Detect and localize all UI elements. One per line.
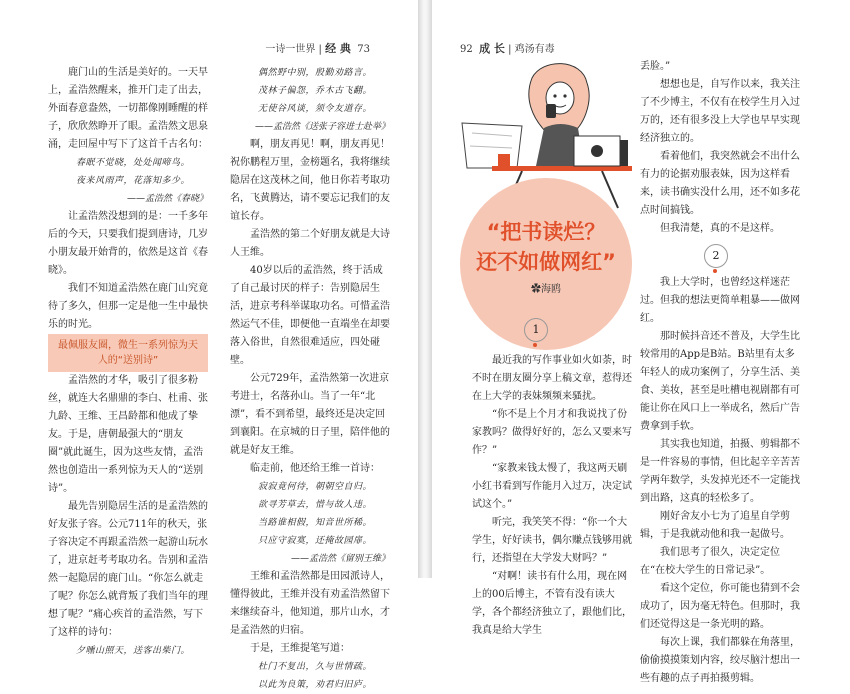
paragraph: 孟浩然的第二个好朋友就是大诗人王维。 (230, 229, 390, 258)
poem-line: 欲寻芳草去，惜与故人违。 (258, 500, 373, 510)
paragraph: 看着他们，我突然就会不出什么有力的论据劝服表妹，因为这样看来，读书确实没什么用，还不如多花点时间搞钱。 (640, 151, 800, 216)
paragraph: 我上大学时，也曾经这样迷茫过。但我的想法更简单粗暴——做网红。 (640, 277, 800, 324)
paragraph: 鹿门山的生活是美好的。一天早上，孟浩然醒来，推开门走了出去，外面春意盎然，一切都像刚睡醒的样子，欣欣然睁开了眼。孟浩然文思泉涌，走回屋中写下了这首千古名句： (48, 67, 208, 150)
paragraph: “家教来钱太慢了，我这两天刷小红书看到写作能月入过万，决定试试这个。” (472, 463, 632, 510)
right-column-1 (472, 352, 632, 640)
poem-attribution: ——孟浩然《送张子容进士赴举》 (254, 122, 390, 132)
section-number-badge: 2 (704, 244, 728, 268)
paragraph: 但我清楚，真的不是这样。 (660, 223, 780, 234)
poem-line: 偶然野中别，殷勤劝路言。 (258, 68, 373, 78)
paragraph: 最近我的写作事业如火如荼，时不时在朋友圈分享上稿文章，惹得还在上大学的表妹频频来骚扰。 (472, 355, 632, 402)
right-page-header: 92 成 长 | 鸡汤有毒 (460, 42, 555, 55)
book-gutter (418, 0, 432, 578)
paragraph: 临走前，他还给王维一首诗： (250, 463, 380, 474)
poem-attribution: ——孟浩然《春晓》 (126, 194, 208, 204)
left-column-1 (48, 64, 208, 660)
poem-line: 夕曛山照天，送客出柴门。 (76, 646, 191, 656)
poem-line: 当路谁相假，知音世所稀。 (258, 518, 373, 528)
poem-line: 只应守寂寞，还掩故园扉。 (258, 536, 373, 546)
article-title-line: “把书读烂？ (486, 220, 606, 244)
right-page (432, 0, 850, 684)
right-column-2 (640, 58, 800, 688)
left-page-header: 一诗一世界 | 经 典 73 (265, 42, 370, 55)
author-name: ✿海鸥 (531, 284, 561, 295)
paragraph: 最先告别隐居生活的是孟浩然的好友张子容。公元711年的秋天，张子容决定不再跟孟浩然一起游山玩水了，进京赶考考取功名。告别和孟浩然一起隐居的鹿门山。“你怎么就走了呢？你怎么就背叛了我们当年的理想了呢？”痛心疾首的孟浩然，写下了这样的诗句： (48, 501, 208, 638)
poem-line: 茂林子偏怨，乔木古飞翻。 (258, 86, 373, 96)
paragraph: 孟浩然的才华，吸引了很多粉丝，就连大名鼎鼎的李白、杜甫、张九龄、王维、王昌龄都和他成了挚友。于是，唐朝最强大的“朋友圈”就此诞生，因为这些友情，孟浩然也创造出一系列惊为天人的“送别诗”。 (48, 375, 208, 494)
paragraph: 那时候抖音还不普及，大学生比较常用的App是B站。B站里有太多年轻人的成功案例了，分享生活、美食、美妆，甚至是吐槽电视剧都有可能让你在风口上一举成名，然后广告费拿到手软。 (640, 331, 800, 432)
paragraph: 我们思考了很久，决定定位在“在校大学生的日常记录”。 (640, 547, 780, 576)
poem-line: 春眠不觉晓，处处闻啼鸟。 (76, 158, 191, 168)
paragraph: 啊，朋友再见！啊，朋友再见！祝你鹏程万里，金榜题名，我将继续隐居在这茂林之间，他日你若考取功名，飞黄腾达，请不要忘记我们的友谊长存。 (230, 139, 390, 222)
poem-line: 以此为良策，劝君归旧庐。 (258, 680, 373, 690)
poem-attribution: ——孟浩然《留别王维》 (290, 554, 390, 564)
page-number: 73 (357, 44, 370, 55)
paragraph: “你不是上个月才和我说找了份家教吗？做得好好的，怎么又要来写作？” (472, 409, 632, 456)
article-title-line: 还不如做网红” (476, 250, 616, 274)
poem-line: 夜来风雨声，花落知多少。 (76, 176, 191, 186)
poem-line: 寂寂竟何待，朝朝空自归。 (258, 482, 373, 492)
paragraph: 我们不知道孟浩然在鹿门山究竟待了多久，但那一定是他一生中最快乐的时光。 (48, 283, 208, 330)
paragraph: 听完，我笑笑不得：“你一个大学生，好好读书，偶尔赚点钱够用就行，还指望在大学发大财吗？” (472, 517, 632, 564)
paragraph: 公元729年，孟浩然第一次进京考进士，名落孙山。当了一年“北漂”，看不到希望，最终还是决定回到襄阳。在京城的日子里，陪伴他的就是好友王维。 (230, 373, 390, 456)
header-label: 经 典 (325, 42, 351, 55)
page-number: 92 (460, 44, 473, 55)
poem-line: 无使谷风谈，须令友道存。 (258, 104, 373, 114)
paragraph: 于是，王维提笔写道： (250, 643, 350, 654)
left-column-2 (230, 64, 390, 694)
paragraph: 让孟浩然没想到的是：一千多年后的今天，只要我们提到唐诗，几岁小朋友最开始背的，依然是这首《春晓》。 (48, 211, 208, 276)
section-number-badge: 1 (524, 318, 548, 342)
header-label: 成 长 (479, 42, 505, 55)
header-section: 鸡汤有毒 (514, 44, 555, 55)
paragraph: 其实我也知道，拍摄、剪辑都不是一件容易的事情，但比起辛辛苦苦学两年数学，头发掉光还不一定能找到出路，这真的轻松多了。 (640, 439, 800, 504)
header-section: 一诗一世界 (265, 44, 316, 55)
left-page (0, 0, 418, 690)
paragraph: “对啊！读书有什么用，现在网上的00后博主，不管有没有读大学，各个都经济独立了，跟他们比，我真是给大学生 (472, 571, 632, 636)
section-subheading: 最佩服友圈，微生一系列惊为天人的“送别诗” (48, 334, 208, 372)
paragraph: 王维和孟浩然都是田园派诗人，懂得彼此，王维并没有劝孟浩然留下来继续奋斗，他知道，那片山水，才是孟浩然的归宿。 (230, 571, 390, 636)
paragraph: 看这个定位，你可能也猜到不会成功了，因为毫无特色。但那时，我们还觉得这是一条光明的路。 (640, 583, 800, 630)
paragraph: 想想也是，自写作以来，我关注了不少博主，不仅有在校学生月入过万的，还有很多没上大学也早早实现经济独立的。 (640, 79, 800, 144)
section-2-spacer (640, 238, 800, 274)
paragraph: 40岁以后的孟浩然，终于活成了自己最讨厌的样子：告别隐居生活，进京考科举谋取功名。可惜孟浩然运气不佳，即便他一直端坐在却要落入俗世，自然很难适应，四处碰壁。 (230, 265, 390, 366)
paragraph: 刚好舍友小七为了追星自学剪辑，于是我就动他和我一起做号。 (640, 511, 790, 540)
paragraph: 每次上课，我们都躲在角落里，偷偷摸摸策划内容，绞尽脑汁想出一些有趣的点子再拍摄剪辑。 (640, 637, 800, 684)
poem-line: 杜门不复出，久与世情疏。 (258, 662, 373, 672)
paragraph: 丢脸。” (640, 61, 671, 72)
